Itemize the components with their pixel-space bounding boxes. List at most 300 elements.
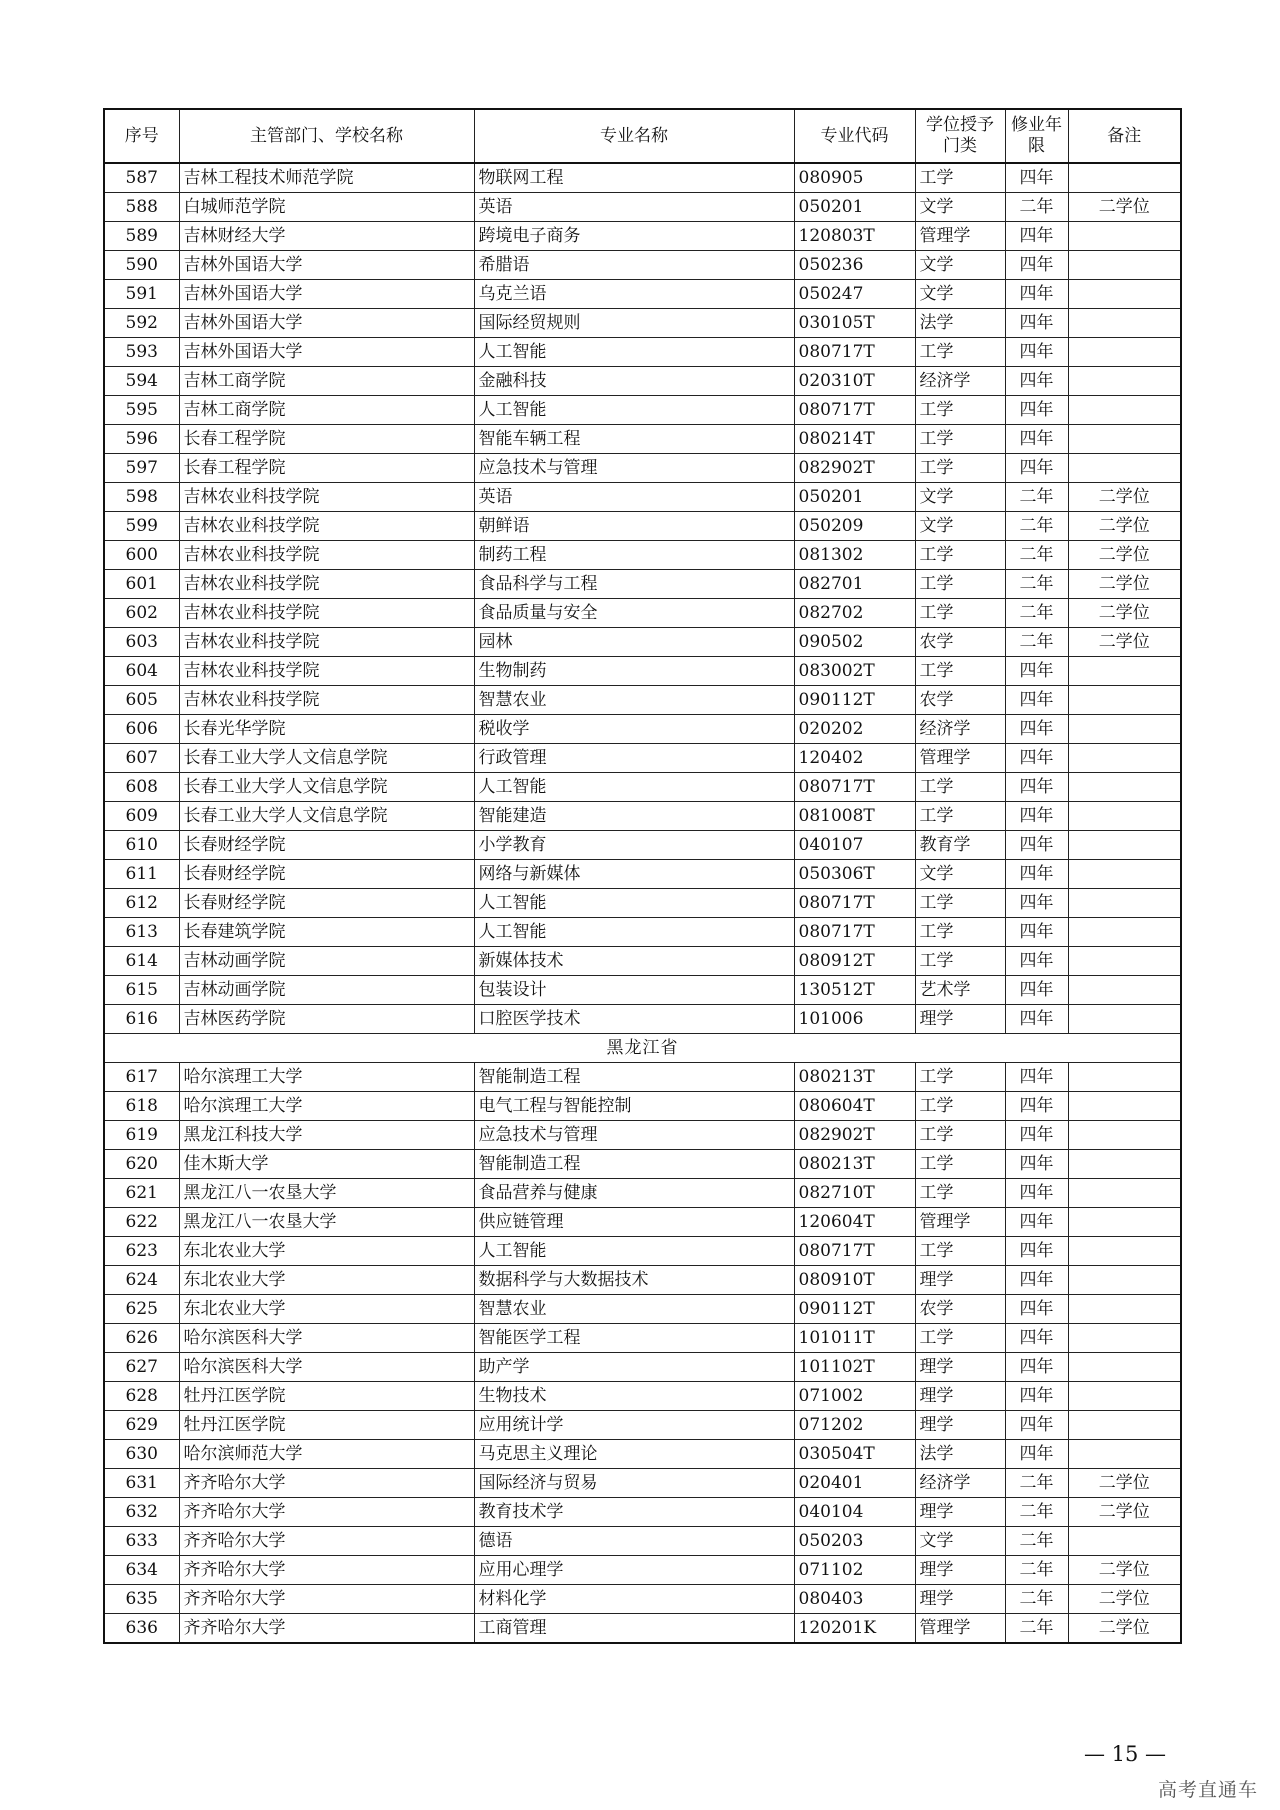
cell-category: 管理学 <box>915 744 1005 773</box>
cell-major: 食品营养与健康 <box>474 1179 794 1208</box>
cell-code: 050236 <box>794 251 915 280</box>
cell-code: 082902T <box>794 454 915 483</box>
cell-code: 020202 <box>794 715 915 744</box>
cell-seq: 614 <box>104 947 179 976</box>
cell-seq: 595 <box>104 396 179 425</box>
cell-major: 人工智能 <box>474 1237 794 1266</box>
cell-category: 农学 <box>915 628 1005 657</box>
table-row <box>104 1353 1181 1382</box>
cell-years: 四年 <box>1005 1208 1068 1237</box>
cell-category: 工学 <box>915 1237 1005 1266</box>
cell-note: 二学位 <box>1068 628 1181 657</box>
table-row <box>104 163 1181 193</box>
cell-category: 管理学 <box>915 222 1005 251</box>
cell-category: 工学 <box>915 802 1005 831</box>
cell-school: 吉林农业科技学院 <box>179 657 474 686</box>
cell-years: 二年 <box>1005 1469 1068 1498</box>
cell-seq: 631 <box>104 1469 179 1498</box>
cell-major: 人工智能 <box>474 889 794 918</box>
table-body-heilongjiang <box>104 1063 1181 1644</box>
cell-note <box>1068 1179 1181 1208</box>
cell-category: 工学 <box>915 657 1005 686</box>
cell-note: 二学位 <box>1068 1585 1181 1614</box>
cell-code: 071102 <box>794 1556 915 1585</box>
header-code: 专业代码 <box>794 109 915 163</box>
cell-major: 应用心理学 <box>474 1556 794 1585</box>
table-row <box>104 222 1181 251</box>
cell-category: 工学 <box>915 1092 1005 1121</box>
cell-seq: 621 <box>104 1179 179 1208</box>
cell-category: 文学 <box>915 512 1005 541</box>
table-row <box>104 1005 1181 1034</box>
cell-note <box>1068 918 1181 947</box>
header-years: 修业年限 <box>1005 109 1068 163</box>
cell-major: 希腊语 <box>474 251 794 280</box>
table-row <box>104 1092 1181 1121</box>
cell-major: 应急技术与管理 <box>474 1121 794 1150</box>
cell-note <box>1068 1266 1181 1295</box>
cell-category: 工学 <box>915 773 1005 802</box>
cell-major: 人工智能 <box>474 396 794 425</box>
cell-category: 经济学 <box>915 367 1005 396</box>
cell-seq: 589 <box>104 222 179 251</box>
cell-category: 工学 <box>915 918 1005 947</box>
cell-school: 哈尔滨师范大学 <box>179 1440 474 1469</box>
table-row <box>104 1324 1181 1353</box>
cell-major: 智能车辆工程 <box>474 425 794 454</box>
cell-school: 牡丹江医学院 <box>179 1382 474 1411</box>
table-row <box>104 773 1181 802</box>
cell-school: 长春工程学院 <box>179 454 474 483</box>
table-row <box>104 1237 1181 1266</box>
cell-note <box>1068 773 1181 802</box>
cell-category: 经济学 <box>915 715 1005 744</box>
cell-school: 吉林外国语大学 <box>179 338 474 367</box>
cell-seq: 592 <box>104 309 179 338</box>
cell-category: 法学 <box>915 309 1005 338</box>
cell-school: 吉林工商学院 <box>179 396 474 425</box>
cell-school: 吉林农业科技学院 <box>179 628 474 657</box>
cell-school: 吉林外国语大学 <box>179 280 474 309</box>
cell-category: 文学 <box>915 251 1005 280</box>
cell-major: 教育技术学 <box>474 1498 794 1527</box>
table-row <box>104 193 1181 222</box>
cell-school: 长春工业大学人文信息学院 <box>179 773 474 802</box>
cell-school: 东北农业大学 <box>179 1266 474 1295</box>
cell-school: 吉林财经大学 <box>179 222 474 251</box>
cell-years: 四年 <box>1005 657 1068 686</box>
table-row <box>104 947 1181 976</box>
cell-years: 二年 <box>1005 570 1068 599</box>
header-seq: 序号 <box>104 109 179 163</box>
cell-years: 四年 <box>1005 686 1068 715</box>
cell-school: 吉林工程技术师范学院 <box>179 163 474 193</box>
cell-seq: 613 <box>104 918 179 947</box>
table-row <box>104 1614 1181 1644</box>
table-row <box>104 1208 1181 1237</box>
cell-major: 应用统计学 <box>474 1411 794 1440</box>
cell-seq: 619 <box>104 1121 179 1150</box>
cell-years: 二年 <box>1005 599 1068 628</box>
cell-note <box>1068 1411 1181 1440</box>
cell-category: 工学 <box>915 947 1005 976</box>
table-row <box>104 1179 1181 1208</box>
header-category: 学位授予门类 <box>915 109 1005 163</box>
cell-code: 080905 <box>794 163 915 193</box>
cell-years: 四年 <box>1005 454 1068 483</box>
cell-note <box>1068 1063 1181 1092</box>
cell-note <box>1068 889 1181 918</box>
cell-code: 050306T <box>794 860 915 889</box>
cell-school: 长春工业大学人文信息学院 <box>179 744 474 773</box>
table-row <box>104 860 1181 889</box>
table-row <box>104 1469 1181 1498</box>
cell-code: 080717T <box>794 1237 915 1266</box>
cell-major: 人工智能 <box>474 773 794 802</box>
cell-note <box>1068 802 1181 831</box>
cell-school: 吉林农业科技学院 <box>179 599 474 628</box>
page-number: — 15 — <box>1083 1742 1167 1766</box>
table-row <box>104 599 1181 628</box>
cell-years: 二年 <box>1005 541 1068 570</box>
cell-years: 四年 <box>1005 773 1068 802</box>
region-heading: 黑龙江省 <box>104 1034 1181 1063</box>
table-row <box>104 1556 1181 1585</box>
cell-school: 吉林农业科技学院 <box>179 483 474 512</box>
cell-school: 牡丹江医学院 <box>179 1411 474 1440</box>
cell-years: 四年 <box>1005 396 1068 425</box>
cell-code: 120402 <box>794 744 915 773</box>
cell-years: 四年 <box>1005 947 1068 976</box>
cell-major: 马克思主义理论 <box>474 1440 794 1469</box>
cell-major: 跨境电子商务 <box>474 222 794 251</box>
cell-note <box>1068 1295 1181 1324</box>
region-row <box>104 1034 1181 1063</box>
cell-seq: 632 <box>104 1498 179 1527</box>
majors-table <box>103 108 1182 1644</box>
cell-major: 智慧农业 <box>474 686 794 715</box>
table-row <box>104 280 1181 309</box>
cell-category: 工学 <box>915 425 1005 454</box>
table-row <box>104 686 1181 715</box>
cell-category: 管理学 <box>915 1208 1005 1237</box>
cell-major: 国际经贸规则 <box>474 309 794 338</box>
cell-major: 数据科学与大数据技术 <box>474 1266 794 1295</box>
cell-code: 071002 <box>794 1382 915 1411</box>
table-row <box>104 1063 1181 1092</box>
cell-school: 吉林动画学院 <box>179 947 474 976</box>
cell-category: 农学 <box>915 1295 1005 1324</box>
cell-category: 工学 <box>915 541 1005 570</box>
cell-code: 030504T <box>794 1440 915 1469</box>
cell-note <box>1068 425 1181 454</box>
cell-years: 二年 <box>1005 193 1068 222</box>
table-row <box>104 396 1181 425</box>
cell-code: 040107 <box>794 831 915 860</box>
cell-code: 120604T <box>794 1208 915 1237</box>
cell-school: 吉林农业科技学院 <box>179 541 474 570</box>
cell-category: 文学 <box>915 860 1005 889</box>
cell-school: 东北农业大学 <box>179 1237 474 1266</box>
cell-seq: 615 <box>104 976 179 1005</box>
cell-code: 120803T <box>794 222 915 251</box>
cell-category: 理学 <box>915 1498 1005 1527</box>
cell-seq: 609 <box>104 802 179 831</box>
cell-code: 080214T <box>794 425 915 454</box>
cell-code: 082702 <box>794 599 915 628</box>
cell-note: 二学位 <box>1068 512 1181 541</box>
cell-school: 东北农业大学 <box>179 1295 474 1324</box>
table-row <box>104 715 1181 744</box>
cell-major: 材料化学 <box>474 1585 794 1614</box>
cell-note <box>1068 657 1181 686</box>
cell-seq: 590 <box>104 251 179 280</box>
cell-seq: 597 <box>104 454 179 483</box>
cell-code: 080717T <box>794 889 915 918</box>
cell-school: 长春工程学院 <box>179 425 474 454</box>
cell-major: 助产学 <box>474 1353 794 1382</box>
table-row <box>104 1498 1181 1527</box>
table-row <box>104 1121 1181 1150</box>
cell-code: 090502 <box>794 628 915 657</box>
cell-years: 四年 <box>1005 425 1068 454</box>
table-row <box>104 1295 1181 1324</box>
cell-note <box>1068 222 1181 251</box>
cell-school: 齐齐哈尔大学 <box>179 1527 474 1556</box>
cell-seq: 610 <box>104 831 179 860</box>
cell-major: 食品科学与工程 <box>474 570 794 599</box>
cell-category: 工学 <box>915 1121 1005 1150</box>
cell-seq: 633 <box>104 1527 179 1556</box>
cell-note <box>1068 715 1181 744</box>
cell-code: 030105T <box>794 309 915 338</box>
table-row <box>104 976 1181 1005</box>
cell-seq: 625 <box>104 1295 179 1324</box>
cell-note: 二学位 <box>1068 541 1181 570</box>
cell-seq: 634 <box>104 1556 179 1585</box>
cell-code: 080910T <box>794 1266 915 1295</box>
cell-seq: 628 <box>104 1382 179 1411</box>
cell-seq: 636 <box>104 1614 179 1644</box>
header-school: 主管部门、学校名称 <box>179 109 474 163</box>
cell-code: 101006 <box>794 1005 915 1034</box>
cell-major: 园林 <box>474 628 794 657</box>
cell-seq: 635 <box>104 1585 179 1614</box>
cell-seq: 618 <box>104 1092 179 1121</box>
cell-school: 齐齐哈尔大学 <box>179 1469 474 1498</box>
cell-code: 080717T <box>794 773 915 802</box>
cell-category: 理学 <box>915 1556 1005 1585</box>
cell-code: 090112T <box>794 686 915 715</box>
table-row <box>104 338 1181 367</box>
cell-major: 食品质量与安全 <box>474 599 794 628</box>
cell-school: 吉林农业科技学院 <box>179 570 474 599</box>
cell-category: 工学 <box>915 454 1005 483</box>
cell-code: 080912T <box>794 947 915 976</box>
cell-school: 齐齐哈尔大学 <box>179 1585 474 1614</box>
cell-note: 二学位 <box>1068 1614 1181 1644</box>
table-row <box>104 1266 1181 1295</box>
cell-category: 文学 <box>915 280 1005 309</box>
cell-note <box>1068 309 1181 338</box>
cell-category: 艺术学 <box>915 976 1005 1005</box>
table-row <box>104 309 1181 338</box>
cell-years: 四年 <box>1005 831 1068 860</box>
cell-code: 020401 <box>794 1469 915 1498</box>
cell-category: 理学 <box>915 1411 1005 1440</box>
table-row <box>104 889 1181 918</box>
table-row <box>104 483 1181 512</box>
cell-years: 四年 <box>1005 1121 1068 1150</box>
cell-years: 四年 <box>1005 918 1068 947</box>
cell-years: 二年 <box>1005 1614 1068 1644</box>
cell-school: 长春建筑学院 <box>179 918 474 947</box>
cell-note <box>1068 1440 1181 1469</box>
table-row <box>104 802 1181 831</box>
cell-category: 经济学 <box>915 1469 1005 1498</box>
cell-note <box>1068 338 1181 367</box>
cell-school: 吉林外国语大学 <box>179 251 474 280</box>
cell-category: 工学 <box>915 396 1005 425</box>
cell-seq: 604 <box>104 657 179 686</box>
cell-note <box>1068 1527 1181 1556</box>
cell-years: 四年 <box>1005 309 1068 338</box>
cell-code: 080403 <box>794 1585 915 1614</box>
cell-major: 德语 <box>474 1527 794 1556</box>
cell-code: 082701 <box>794 570 915 599</box>
cell-school: 黑龙江八一农垦大学 <box>179 1208 474 1237</box>
cell-category: 教育学 <box>915 831 1005 860</box>
cell-years: 二年 <box>1005 1527 1068 1556</box>
cell-code: 050201 <box>794 193 915 222</box>
table-row <box>104 1150 1181 1179</box>
cell-years: 二年 <box>1005 483 1068 512</box>
table-row <box>104 628 1181 657</box>
cell-note: 二学位 <box>1068 193 1181 222</box>
cell-years: 四年 <box>1005 1005 1068 1034</box>
cell-major: 智能制造工程 <box>474 1150 794 1179</box>
cell-seq: 630 <box>104 1440 179 1469</box>
cell-seq: 608 <box>104 773 179 802</box>
cell-seq: 594 <box>104 367 179 396</box>
region-section <box>104 1034 1181 1063</box>
cell-school: 长春光华学院 <box>179 715 474 744</box>
cell-seq: 622 <box>104 1208 179 1237</box>
cell-major: 电气工程与智能控制 <box>474 1092 794 1121</box>
cell-major: 朝鲜语 <box>474 512 794 541</box>
cell-category: 文学 <box>915 193 1005 222</box>
cell-seq: 617 <box>104 1063 179 1092</box>
cell-category: 理学 <box>915 1266 1005 1295</box>
cell-note <box>1068 396 1181 425</box>
cell-years: 四年 <box>1005 1440 1068 1469</box>
header-row <box>104 109 1181 163</box>
cell-school: 齐齐哈尔大学 <box>179 1556 474 1585</box>
cell-school: 白城师范学院 <box>179 193 474 222</box>
cell-seq: 587 <box>104 163 179 193</box>
cell-category: 工学 <box>915 338 1005 367</box>
cell-seq: 616 <box>104 1005 179 1034</box>
cell-category: 工学 <box>915 163 1005 193</box>
cell-major: 应急技术与管理 <box>474 454 794 483</box>
cell-years: 四年 <box>1005 715 1068 744</box>
cell-years: 四年 <box>1005 280 1068 309</box>
cell-seq: 603 <box>104 628 179 657</box>
cell-seq: 591 <box>104 280 179 309</box>
cell-school: 佳木斯大学 <box>179 1150 474 1179</box>
cell-note: 二学位 <box>1068 1469 1181 1498</box>
table-row <box>104 744 1181 773</box>
cell-years: 四年 <box>1005 744 1068 773</box>
cell-years: 四年 <box>1005 1237 1068 1266</box>
table-row <box>104 367 1181 396</box>
cell-note <box>1068 976 1181 1005</box>
cell-seq: 606 <box>104 715 179 744</box>
cell-code: 101102T <box>794 1353 915 1382</box>
cell-note <box>1068 831 1181 860</box>
cell-school: 长春财经学院 <box>179 831 474 860</box>
table-row <box>104 570 1181 599</box>
cell-category: 工学 <box>915 1179 1005 1208</box>
cell-school: 齐齐哈尔大学 <box>179 1498 474 1527</box>
cell-major: 英语 <box>474 193 794 222</box>
cell-note <box>1068 163 1181 193</box>
cell-major: 新媒体技术 <box>474 947 794 976</box>
cell-note <box>1068 1208 1181 1237</box>
cell-major: 工商管理 <box>474 1614 794 1644</box>
cell-note <box>1068 1092 1181 1121</box>
cell-note <box>1068 744 1181 773</box>
cell-major: 人工智能 <box>474 338 794 367</box>
cell-years: 四年 <box>1005 251 1068 280</box>
cell-seq: 626 <box>104 1324 179 1353</box>
cell-code: 050201 <box>794 483 915 512</box>
cell-category: 工学 <box>915 889 1005 918</box>
cell-category: 理学 <box>915 1005 1005 1034</box>
table-row <box>104 918 1181 947</box>
cell-years: 二年 <box>1005 1556 1068 1585</box>
table-row <box>104 1440 1181 1469</box>
cell-years: 二年 <box>1005 512 1068 541</box>
cell-major: 智能医学工程 <box>474 1324 794 1353</box>
cell-note <box>1068 454 1181 483</box>
cell-note <box>1068 860 1181 889</box>
cell-code: 082902T <box>794 1121 915 1150</box>
cell-code: 080717T <box>794 918 915 947</box>
cell-years: 二年 <box>1005 1585 1068 1614</box>
cell-major: 包装设计 <box>474 976 794 1005</box>
cell-note <box>1068 251 1181 280</box>
table-row <box>104 1411 1181 1440</box>
cell-category: 农学 <box>915 686 1005 715</box>
cell-note <box>1068 686 1181 715</box>
cell-years: 四年 <box>1005 860 1068 889</box>
table-row <box>104 1382 1181 1411</box>
cell-category: 理学 <box>915 1585 1005 1614</box>
cell-code: 040104 <box>794 1498 915 1527</box>
cell-years: 四年 <box>1005 367 1068 396</box>
table-row <box>104 657 1181 686</box>
cell-school: 吉林农业科技学院 <box>179 686 474 715</box>
cell-school: 黑龙江科技大学 <box>179 1121 474 1150</box>
cell-code: 120201K <box>794 1614 915 1644</box>
table-header <box>104 109 1181 163</box>
cell-years: 四年 <box>1005 1266 1068 1295</box>
cell-major: 智能建造 <box>474 802 794 831</box>
cell-code: 130512T <box>794 976 915 1005</box>
cell-major: 乌克兰语 <box>474 280 794 309</box>
cell-code: 020310T <box>794 367 915 396</box>
